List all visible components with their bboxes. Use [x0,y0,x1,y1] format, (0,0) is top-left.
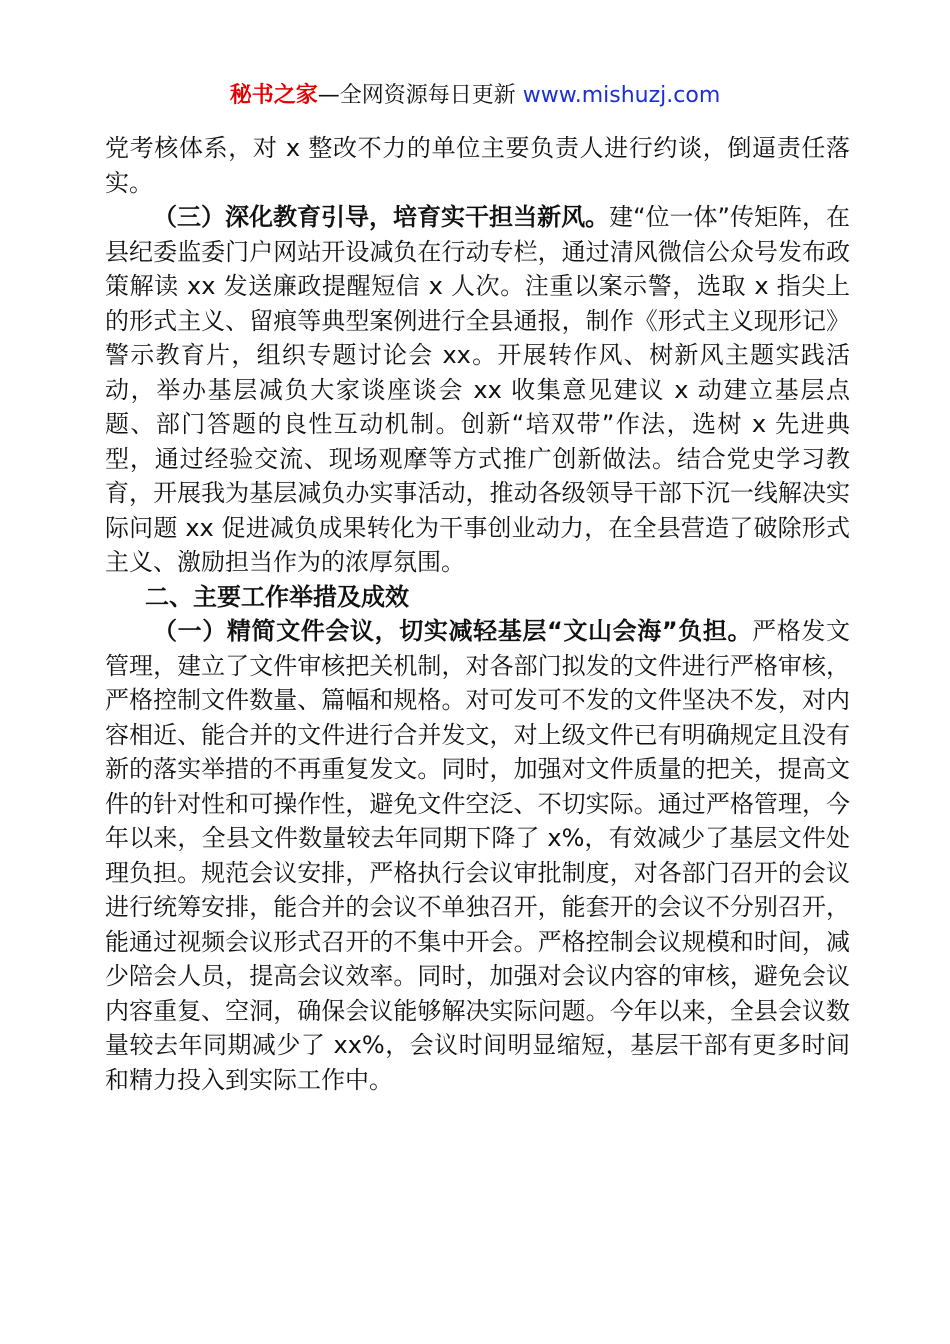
section-heading: 二、主要工作举措及成效 [145,582,409,611]
header-slogan: —全网资源每日更新 [317,83,523,108]
header-brand: 秘书之家 [229,83,318,108]
paragraph-lead: （一）精简文件会议，切实减轻基层“文山会海”负担。 [153,617,753,645]
paragraph-text: 建“位一体”传矩阵，在县纪委监委门户网站开设减负在行动专栏，通过清风微信公众号发布政策解读 xx 发送廉政提醒短信 x 人次。注重以案示警，选取 x 指尖上的形式主义、留痕等典型案例进行全县通报，制作《形式主义现形记》警示教育片，组织专题讨论会 xx。开展转作风、树新风主题实践活动，举办基层减负大家谈座谈会 xx 收集意见建议 x 动建立基层点题、部门答题的良性互动机制。创新“培双带”作法，选树 x 先进典型，通过经验交流、现场观摩等方式推广创新做法。结合党史学习教育，开展我为基层减负办实事活动，推动各级领导干部下沉一线解决实际问题 xx 促进减负成果转化为干事创业动力，在全县营造了破除形式主义、激励担当作为的浓厚氛围。 [105,203,851,576]
document-body [105,131,850,1097]
paragraph-measure-1 [105,614,850,1097]
header-url-link[interactable]: www.mishuzj.com [522,83,721,108]
paragraph-continued: 党考核体系，对 x 整改不力的单位主要负责人进行约谈，倒逼责任落实。 [105,134,850,197]
paragraph-section-3 [105,200,850,580]
page-header [0,80,950,112]
paragraph-lead: （三）深化教育引导，培育实干担当新风。 [153,203,610,231]
paragraph-text: 严格发文管理，建立了文件审核把关机制，对各部门拟发的文件进行严格审核，严格控制文件数量、篇幅和规格。对可发可不发的文件坚决不发，对内容相近、能合并的文件进行合并发文，对上级文件已有明确规定且没有新的落实举措的不再重复发文。同时，加强对文件质量的把关，提高文件的针对性和可操作性，避免文件空泛、不切实际。通过严格管理，今年以来，全县文件数量较去年同期下降了 x%，有效减少了基层文件处理负担。规范会议安排，严格执行会议审批制度，对各部门召开的会议进行统筹安排，能合并的会议不单独召开，能套开的会议不分别召开，能通过视频会议形式召开的不集中开会。严格控制会议规模和时间，减少陪会人员，提高会议效率。同时，加强对会议内容的审核，避免会议内容重复、空洞，确保会议能够解决实际问题。今年以来，全县会议数量较去年同期减少了 xx%，会议时间明显缩短，基层干部有更多时间和精力投入到实际工作中。 [105,617,851,1094]
